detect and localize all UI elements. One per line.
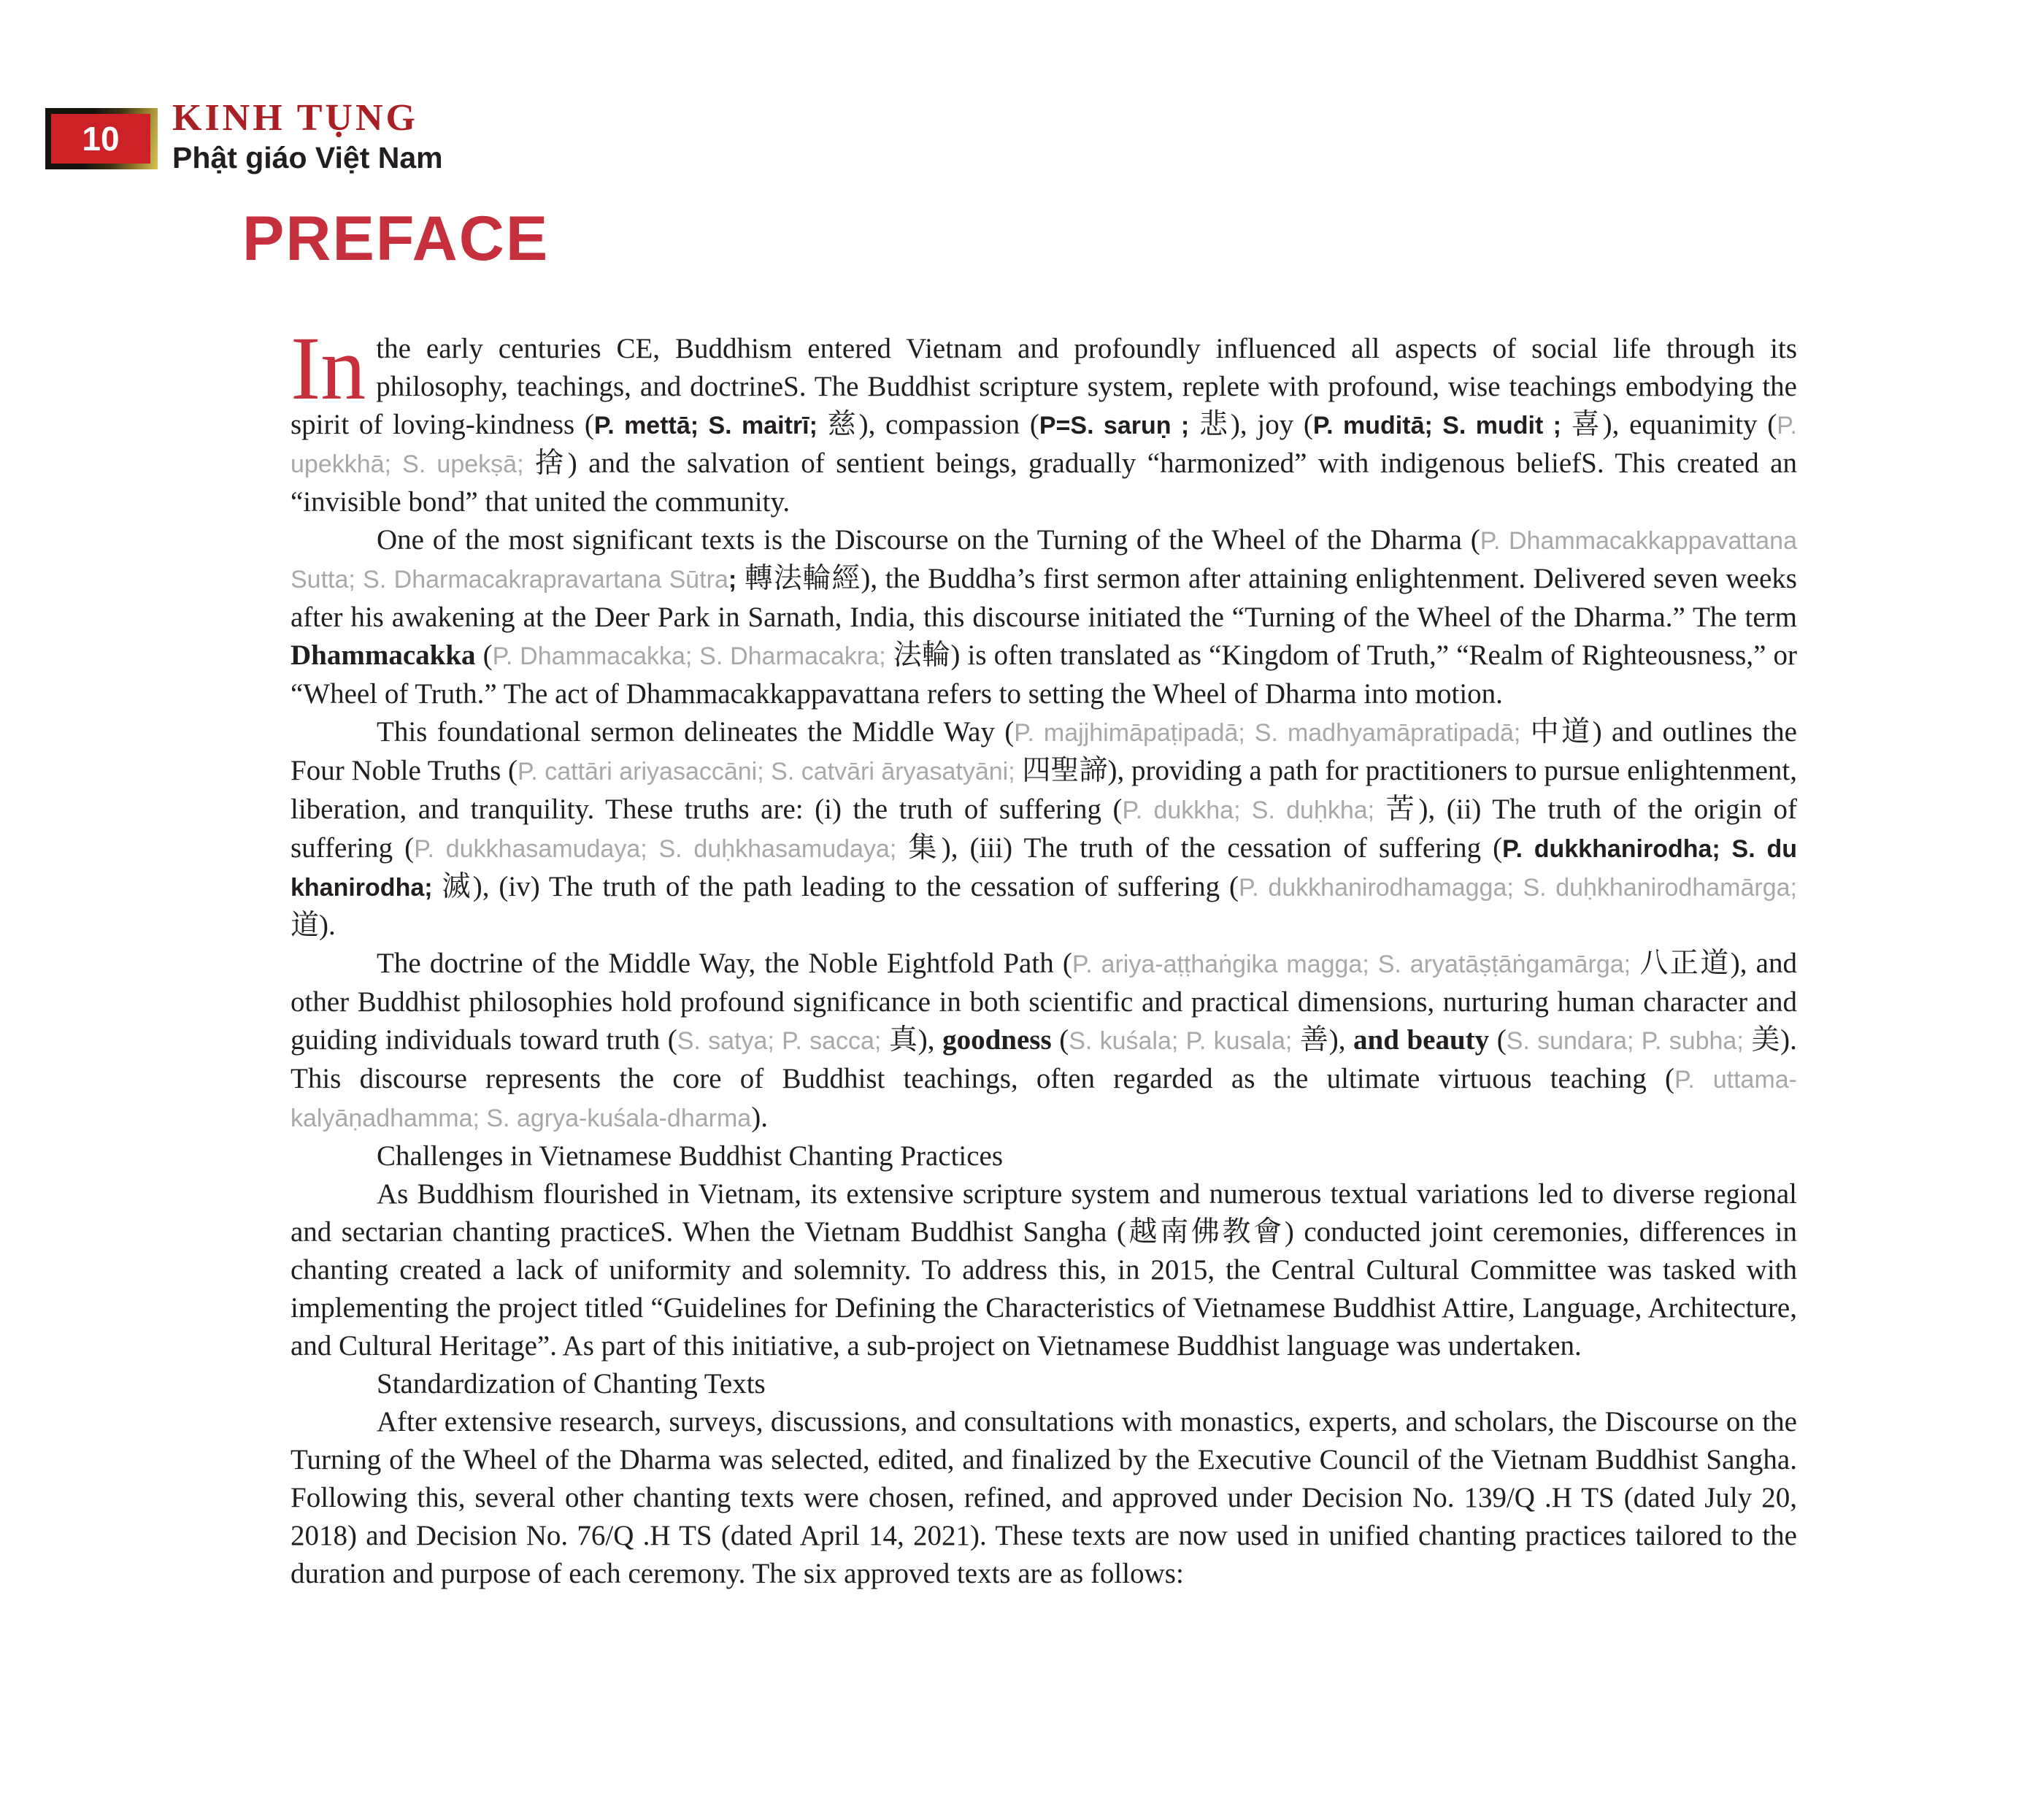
text-segment-cjk: 喜	[1561, 409, 1603, 440]
text-segment-gray: S. kuśala; P. kusala;	[1069, 1027, 1293, 1055]
paragraph	[291, 945, 1797, 1137]
text-segment-sans: P=S. saruṇ ;	[1039, 412, 1190, 439]
text-segment-cjk: 中道	[1520, 716, 1593, 748]
preface-paragraphs	[291, 318, 1798, 1593]
text-segment-sans: P. dukkhanirodha; S. du khanirodha;	[291, 835, 1798, 902]
text-segment-body: ), (iii) The truth of the cessation of suffering (	[941, 832, 1503, 864]
text-segment-gray: S. satya; P. sacca;	[677, 1027, 882, 1055]
text-segment-body: ), compassion (	[858, 409, 1039, 440]
text-segment-body: ), the Buddha’s first sermon after attaining enlightenment. Delivered seven weeks after his awakening at the Deer Park in Sarnath, India, this discourse initiated the “Turning of the Wheel of the Dharma.” The term	[291, 563, 1797, 633]
text-segment-gray: P. dukkhanirodhamagga; S. duḥkhanirodhamārga;	[1238, 874, 1797, 902]
text-segment-gray: P. Dhammacakkappavattana Sutta; S. Dharmacakrapravartana Sūtra	[291, 527, 1797, 594]
text-segment-body: ) conducted joint ceremonies, differences in chanting created a lack of uniformity and solemnity. To address this, in 2015, the Central Cultural Committee was tasked with implementing the project titled “Guidelines for Defining the Characteristics of Vietnamese Buddhist Attire, Language, Architecture, and Cultural Heritage”. As part of this initiative, a sub-project on Vietnamese Buddhist language was undertaken.	[291, 1216, 1797, 1362]
text-segment-body: ),	[918, 1024, 943, 1056]
text-segment-bold: Dhammacakka	[291, 640, 476, 671]
page-number: 10	[82, 120, 120, 158]
text-segment-gray: P. dukkhasamudaya; S. duḥkhasamudaya;	[414, 835, 897, 863]
text-segment-body: ), and other Buddhist philosophies hold profound significance in both scientific and practical dimensions, nurturing human character and guiding individuals toward truth (	[291, 948, 1797, 1056]
text-segment-cjk: 善	[1292, 1024, 1329, 1056]
series-subtitle: Phật giáo Việt Nam	[172, 141, 443, 174]
series-title: KINH TỤNG	[172, 97, 418, 139]
text-segment-body: ). This discourse represents the core of Buddhist teachings, often regarded as the ultimate virtuous teaching (	[291, 1024, 1797, 1094]
text-segment-body: Standardization of Chanting Texts	[377, 1368, 766, 1399]
text-segment-body: ).	[319, 910, 336, 941]
text-segment-gray: S. sundara; P. subha;	[1506, 1027, 1744, 1055]
text-segment-gray: P. dukkha; S. duḥkha;	[1122, 796, 1375, 824]
running-header	[172, 98, 443, 175]
text-segment-body: ).	[751, 1102, 768, 1133]
text-segment-body: ) and the salvation of sentient beings, gradually “harmonized” with indigenous beliefS. This created an “invisible bond” that united the community.	[291, 448, 1797, 518]
text-segment-body: As Buddhism flourished in Vietnam, its extensive scripture system and numerous textual variations led to diverse regional and sectarian chanting practiceS. When the Vietnam Buddhist Sangha (	[291, 1178, 1797, 1248]
paragraph	[291, 318, 1797, 521]
text-segment-body: ), equanimity (	[1602, 409, 1777, 440]
text-segment-body: ), (ii) The truth of the origin of suffering (	[291, 794, 1797, 864]
text-segment-gray: P. Dhammacakka; S. Dharmacakra;	[492, 642, 886, 670]
text-segment-cjk: 集	[896, 832, 942, 864]
text-segment-cjk: 越南佛教會	[1126, 1216, 1285, 1248]
text-segment-body: ) is often translated as “Kingdom of Truth,” “Realm of Righteousness,” or “Wheel of Truth.” The act of Dhammacakkappavattana refers to setting the Wheel of Dharma into motion.	[291, 640, 1797, 710]
text-segment-sans: ;	[728, 566, 737, 594]
paragraph	[291, 521, 1797, 713]
text-segment-body: (	[1489, 1024, 1507, 1056]
text-segment-cjk: 法輪	[885, 640, 951, 671]
paragraph	[291, 1175, 1797, 1365]
text-segment-body: One of the most significant texts is the Discourse on the Turning of the Wheel of the Dharma (	[377, 524, 1480, 556]
page-title: PREFACE	[242, 204, 550, 274]
text-segment-cjk: 八正道	[1631, 948, 1731, 979]
paragraph	[291, 1403, 1797, 1593]
text-segment-body: (	[1051, 1024, 1069, 1056]
paragraph	[291, 1137, 1797, 1175]
paragraph	[291, 1365, 1797, 1403]
text-segment-body: This foundational sermon delineates the Middle Way (	[377, 716, 1015, 748]
text-segment-sans: P. mettā; S. maitrī;	[593, 412, 818, 439]
text-segment-body: ), providing a path for practitioners to pursue enlightenment, liberation, and tranquility. These truths are: (i) the truth of suffering (	[291, 755, 1797, 825]
text-segment-body: (	[475, 640, 493, 671]
page-number-badge-inner	[51, 114, 150, 164]
text-segment-cjk: 真	[881, 1024, 918, 1056]
page-number-badge	[45, 108, 158, 169]
text-segment-body: The doctrine of the Middle Way, the Noble Eightfold Path (	[377, 948, 1072, 979]
text-segment-body: ), joy (	[1230, 409, 1313, 440]
drop-cap: In	[291, 318, 366, 418]
text-segment-cjk: 悲	[1189, 409, 1231, 440]
text-segment-body: Challenges in Vietnamese Buddhist Chanting Practices	[377, 1140, 1004, 1172]
text-segment-cjk: 轉法輪經	[736, 563, 861, 594]
text-segment-cjk: 苦	[1374, 794, 1419, 825]
text-segment-body: ),	[1328, 1024, 1354, 1056]
text-segment-cjk: 滅	[432, 871, 473, 902]
text-segment-cjk: 道	[291, 910, 320, 941]
text-segment-gray: P. upekkhā; S. upekṣā;	[291, 412, 1797, 478]
text-segment-body: the early centuries CE, Buddhism entered Vietnam and profoundly influenced all aspects of social life through its philosophy, teachings, and doctrineS. The Buddhist scripture system, replete with profound, wise teachings embodying the spirit of loving-kindness (	[291, 333, 1797, 440]
text-segment-gray: P. cattāri ariyasaccāni; S. catvāri āryasatyāni;	[518, 758, 1015, 786]
text-segment-cjk: 慈	[817, 409, 859, 440]
text-segment-cjk: 四聖諦	[1015, 755, 1108, 786]
text-segment-gray: P. ariya-aṭṭhaṅgika magga; S. aryatāṣṭāṅgamārga;	[1072, 951, 1631, 978]
text-segment-gray: P. majjhimāpaṭipadā; S. madhyamāpratipadā;	[1014, 719, 1521, 747]
text-segment-sans: P. muditā; S. mudit ;	[1312, 412, 1561, 439]
text-segment-bold: goodness	[942, 1024, 1052, 1056]
text-segment-body: After extensive research, surveys, discussions, and consultations with monastics, experts, and scholars, the Discourse on the Turning of the Wheel of the Dharma was selected, edited, and finalized by the Executive Council of the Vietnam Buddhist Sangha. Following this, several other chanting texts were chosen, refined, and approved under Decision No. 139/Q .H TS (dated July 20, 2018) and Decision No. 76/Q .H TS (dated April 14, 2021). These texts are now used in unified chanting practices tailored to the duration and purpose of each ceremony. The six approved texts are as follows:	[291, 1406, 1797, 1589]
text-segment-bold: and beauty	[1353, 1024, 1490, 1056]
text-segment-cjk: 美	[1743, 1024, 1781, 1056]
text-segment-body: ), (iv) The truth of the path leading to the cessation of suffering (	[472, 871, 1239, 902]
text-segment-gray: P. uttama-kalyāṇadhamma; S. agrya-kuśala-dharma	[291, 1066, 1798, 1132]
text-segment-body: ) and outlines the Four Noble Truths (	[291, 716, 1797, 786]
paragraph	[291, 713, 1797, 945]
text-segment-cjk: 捨	[523, 448, 568, 479]
